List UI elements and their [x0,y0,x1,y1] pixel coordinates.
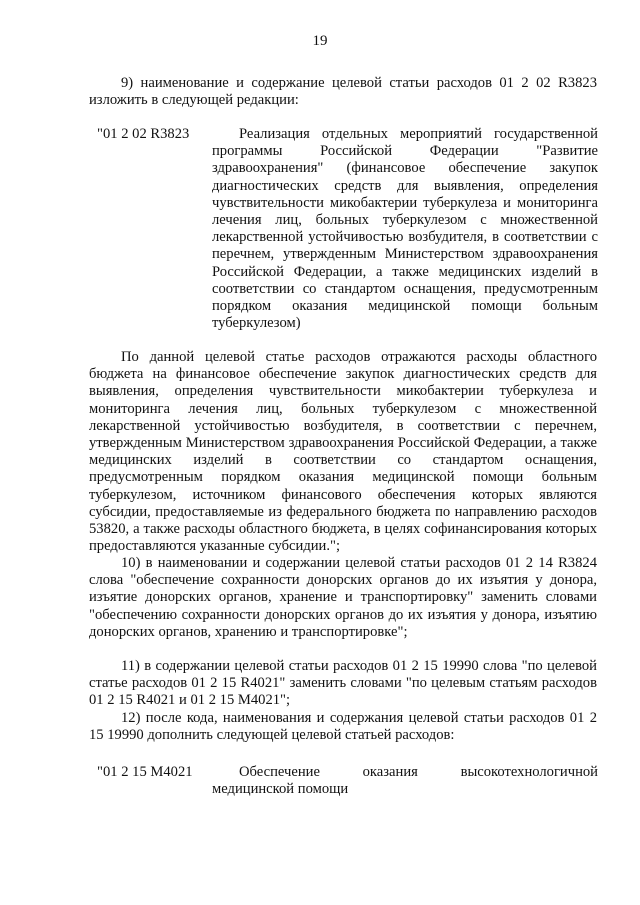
item-12-code: "01 2 15 M4021 [97,764,193,780]
item-9-intro: 9) наименование и содержание целевой статьи расходов 01 2 02 R3823 изложить в следующей редакции: [89,75,597,109]
item-12-entry [89,764,597,804]
item-11-text: 11) в содержании целевой статьи расходов 01 2 15 19990 слова "по целевой статье расходов 01 2 15 R4021" заменить словами "по целевым статьям расходов 01 2 15 R4021 и 01 2 15 M4021"; [89,658,597,709]
item-9-description [212,126,598,332]
item-12-text: 12) после кода, наименования и содержания целевой статьи расходов 01 2 15 19990 дополнить следующей целевой статьей расходов: [89,710,597,744]
item-9-code: "01 2 02 R3823 [97,126,190,142]
item-12-description [212,764,598,798]
item-12-description-text: Обеспечение оказания высокотехнологичной медицинской помощи [212,764,598,798]
page-number: 19 [312,33,328,49]
item-9-description-text: Реализация отдельных мероприятий государственной программы Российской Федерации "Развитие здравоохранения" (финансовое обеспечение закупок диагностических средств для выявления, определения чувствительности микобактерии туберкулеза и мониторинга лечения лиц, больных туберкулезом с множественной лекарственной устойчивостью возбудителя, в соответствии с перечнем, утвержденным Министерством здравоохранения Российской Федерации, а также медицинских изделий в соответствии со стандартом оснащения, предусмотренным порядком оказания медицинской помощи больным туберкулезом) [212,126,598,332]
item-10-text: 10) в наименовании и содержании целевой статьи расходов 01 2 14 R3824 слова "обеспечение сохранности донорских органов до их изъятия у донора, изъятие донорских органов, хранение и транспортировку" заменить словами "обеспечению сохранности донорских органов до их изъятия у донора, изъятию донорских органов, хранению и транспортировке"; [89,555,597,640]
item-9-body: По данной целевой статье расходов отражаются расходы областного бюджета на финансовое обеспечение закупок диагностических средств для выявления, определения чувствительности микобактерии туберкулеза и мониторинга лечения лиц, больных туберкулезом с множественной лекарственной устойчивостью возбудителя, в соответствии с перечнем, утвержденным Министерством здравоохранения Российской Федерации, а также медицинских изделий в соответствии со стандартом оснащения, предусмотренным порядком оказания медицинской помощи больным туберкулезом, источником финансового обеспечения которых являются субсидии, предоставляемые из федерального бюджета по направлению расходов 53820, а также расходы областного бюджета, в целях софинансирования которых предоставляются указанные субсидии."; [89,349,597,555]
item-9-entry [89,126,597,336]
